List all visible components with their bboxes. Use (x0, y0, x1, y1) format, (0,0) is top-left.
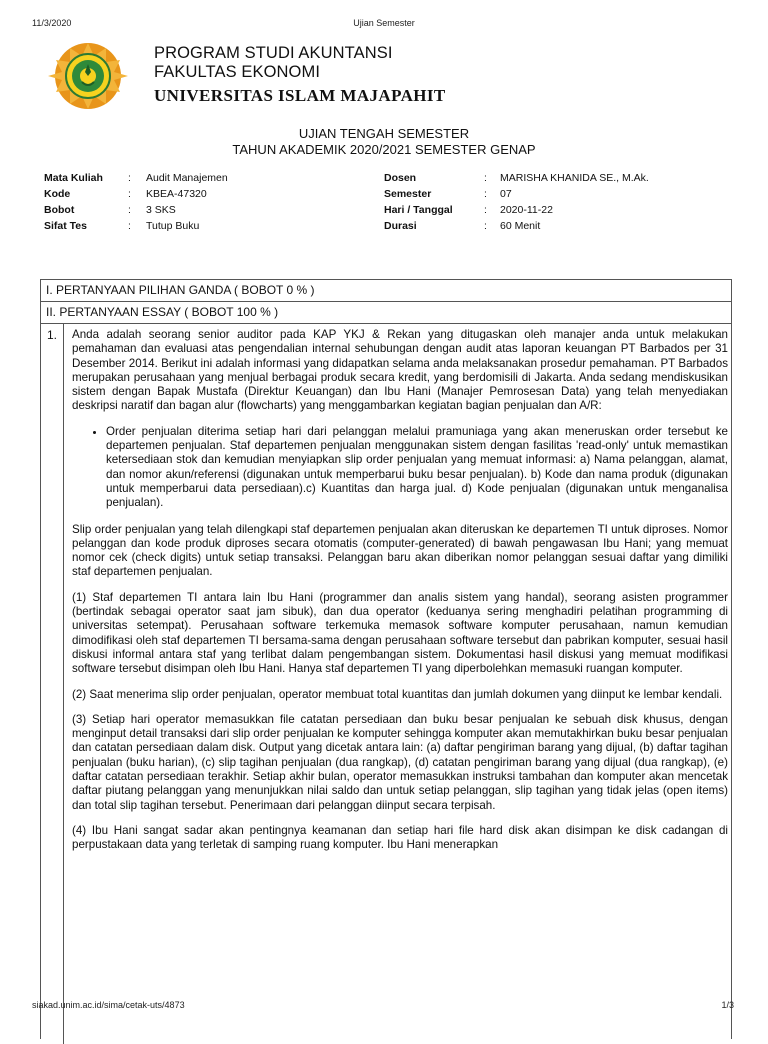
faculty-name: FAKULTAS EKONOMI (154, 63, 321, 81)
program-name: PROGRAM STUDI AKUNTANSI (154, 44, 393, 62)
question-paragraph: (3) Setiap hari operator memasukkan file catatan persediaan dan buku besar penjualan ke sebuah disk khusus, dengan menginput detail transaksi dari slip order penjualan ke komputer sehingga komputer akan memutakhirkan buku besar penjualan dan catatan persediaan dalam disk. Output yang dicetak antara lain: (a) daftar pengiriman barang yang dijual, (b) daftar tagihan penjualan (buku harian), (c) slip tagihan penjualan (dua rangkap), (d) catatan pengiriman barang yang dijual (dua rangkap), (e) daftar catatan persediaan terakhir. Setiap akhir bulan, operator memasukkan instruksi tambahan dan komputer akan mencetak daftar piutang pelanggan yang menunjukkan nilai saldo dan untuk setiap pelanggan, slip tagihan yang tidak jelas (open items) dan total slip tagihan tersebut. Penerimaan dari pelanggan diinput secara terpisah. (72, 712, 728, 812)
info-row (44, 220, 744, 234)
section-essay: II. PERTANYAAN ESSAY ( BOBOT 100 % ) (41, 302, 731, 324)
date-value: 2020-11-22 (500, 204, 553, 216)
question-paragraph: (1) Staf departemen TI antara lain Ibu Hani (programmer dan analis sistem yang handal), seorang asisten programmer (bertindak sebagai operator saat jam sibuk), dan dua operator (keduanya sering menghadiri pelatihan programming di universitas setempat). Perusahaan software terkemuka memasok software komputer perusahaan, namun kemudian dimodifikasi oleh staf departemen TI bersama-sama dengan perusahaan software tersebut dan pabrikan komputer, sesuai hasil diskusi informal antara staf yang terlibat dalam pengembangan sistem. Dokumentasi hasil diskusi yang memuat modifikasi software tersebut disimpan oleh Ibu Hani. Hanya staf departemen TI yang diperbolehkan memasuki ruangan komputer. (72, 590, 728, 676)
duration-label: Durasi (384, 220, 417, 232)
colon: : (128, 172, 131, 184)
question-body (72, 328, 728, 864)
course-value: Audit Manajemen (146, 172, 228, 184)
semester-value: 07 (500, 188, 512, 200)
page-number: 1/3 (721, 1000, 734, 1010)
lecturer-label: Dosen (384, 172, 417, 184)
colon: : (484, 204, 487, 216)
print-url: siakad.unim.ac.id/sima/cetak-uts/4873 (32, 1000, 185, 1010)
institution-header (154, 44, 446, 107)
semester-label: Semester (384, 188, 432, 200)
info-row (44, 172, 744, 186)
date-label: Hari / Tanggal (384, 204, 453, 216)
lecturer-value: MARISHA KHANIDA SE., M.Ak. (500, 172, 649, 184)
university-seal-logo (44, 42, 132, 110)
colon: : (484, 220, 487, 232)
university-name: UNIVERSITAS ISLAM MAJAPAHIT (154, 86, 446, 105)
code-label: Kode (44, 188, 71, 200)
course-label: Mata Kuliah (44, 172, 103, 184)
question-paragraph: Anda adalah seorang senior auditor pada KAP YKJ & Rekan yang ditugaskan oleh manajer anda untuk melakukan pemahaman dan evaluasi atas pengendalian internal sehubungan dengan audit atas laporan keuangan PT Barbados per 31 Desember 2014. Berikut ini adalah informasi yang didapatkan selama anda melaksanakan prosedur pemahaman. PT Barbados merupakan perusahaan yang menjual berbagai produk secara kredit, yang berdomisili di Jakarta. Anda sedang mendiskusikan sistem dengan Bapak Mustafa (Direktur Keuangan) dan Ibu Hani (Manajer Pemrosesan Data) yang telah menyediakan deskripsi naratif dan bagan alur (flowcharts) yang menggambarkan kegiatan bagian penjualan dan A/R: (72, 328, 728, 413)
question-number: 1. (41, 324, 64, 1044)
test-type-value: Tutup Buku (146, 220, 200, 232)
exam-title: UJIAN TENGAH SEMESTER (298, 126, 470, 141)
colon: : (128, 204, 131, 216)
colon: : (484, 188, 487, 200)
weight-value: 3 SKS (146, 204, 176, 216)
code-value: KBEA-47320 (146, 188, 207, 200)
colon: : (128, 220, 131, 232)
question-paragraph: (2) Saat menerima slip order penjualan, operator membuat total kuantitas dan jumlah dokumen yang diinput ke lembar kendali. (72, 687, 723, 701)
section-multiple-choice: I. PERTANYAAN PILIHAN GANDA ( BOBOT 0 % ) (41, 280, 731, 302)
question-row (41, 324, 731, 1044)
exam-heading (0, 126, 768, 158)
test-type-label: Sifat Tes (44, 220, 87, 232)
colon: : (484, 172, 487, 184)
info-row (44, 204, 744, 218)
question-bullet-item: • Order penjualan diterima setiap hari dari pelanggan melalui pramuniaga yang akan meneruskan order tersebut ke departemen penjualan. Staf departemen penjualan menggunakan sistem dengan fasilitas 'read-only' untuk memastikan ketersediaan stok dan kemudian menyiapkan slip order penjualan yang memuat informasi: a) Nama pelanggan, alamat, dan nomor akun/referensi (digunakan untuk memperbarui buku besar penjualan). b) Kode dan nama produk (digunakan untuk memperbarui data persediaan).c) Kuantitas dan harga jual. d) Kode penjualan (digunakan untuk menganalisa penjualan). (106, 425, 728, 511)
weight-label: Bobot (44, 204, 75, 216)
question-paragraph: (4) Ibu Hani sangat sadar akan pentingnya keamanan dan setiap hari file hard disk akan disimpan ke disk cadangan di perpustakaan data yang terletak di samping ruang komputer. Ibu Hani menerapkan (72, 823, 728, 852)
colon: : (128, 188, 131, 200)
exam-year: TAHUN AKADEMIK 2020/2021 SEMESTER GENAP (232, 142, 536, 157)
question-table (40, 279, 732, 1039)
duration-value: 60 Menit (500, 220, 541, 232)
print-date: 11/3/2020 (32, 18, 72, 28)
question-bullet-list (72, 425, 728, 511)
info-row (44, 188, 744, 202)
question-paragraph: Slip order penjualan yang telah dilengkapi staf departemen penjualan akan diteruskan ke departemen TI untuk diproses. Nomor pelanggan dan kode produk diproses secara otomatis (computer-generated) di bawah pengawasan Ibu Hani; yang memuat nomor cek (check digits) untuk setiap transaksi. Pelanggan baru akan diberikan nomor pelanggan sesuai daftar yang dimiliki staf departemen penjualan. (72, 522, 728, 579)
print-title: Ujian Semester (353, 18, 415, 28)
